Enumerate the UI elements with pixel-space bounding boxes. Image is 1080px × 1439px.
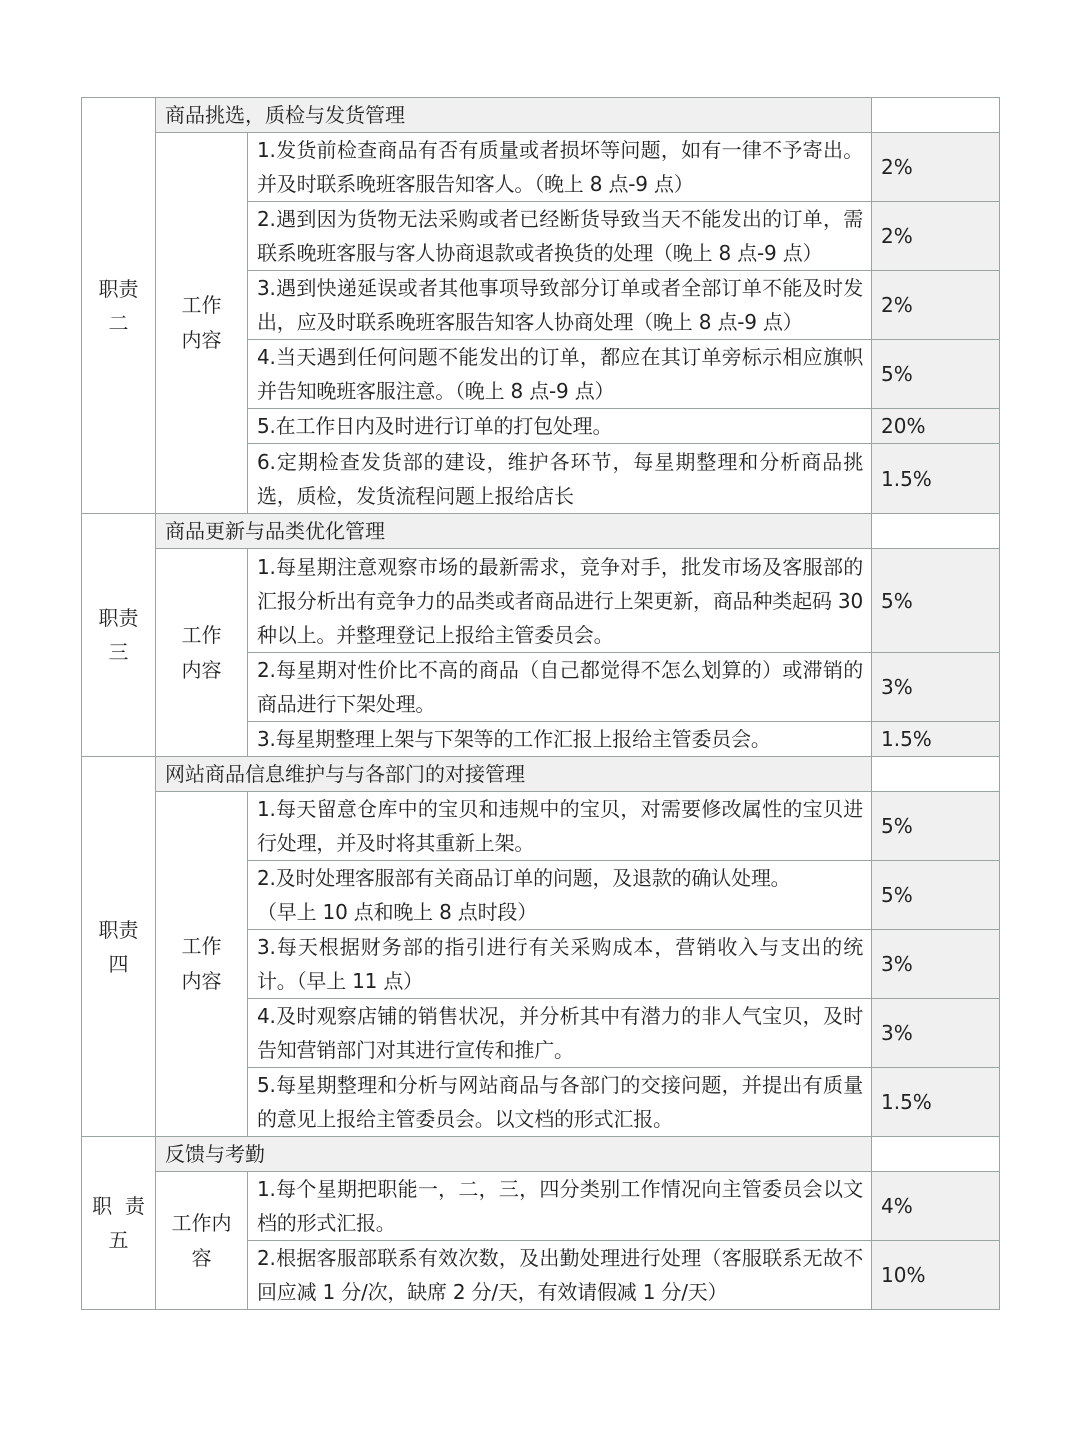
- item-percent: 10%: [872, 1241, 1000, 1310]
- item-percent: 3%: [872, 930, 1000, 999]
- item-percent: 1.5%: [872, 722, 1000, 757]
- item-text: 2.每星期对性价比不高的商品（自己都觉得不怎么划算的）或滞销的商品进行下架处理。: [248, 653, 872, 722]
- item-percent: 5%: [872, 549, 1000, 653]
- item-text: 6.定期检查发货部的建设，维护各环节，每星期整理和分析商品挑选，质检，发货流程问题上报给店长: [248, 444, 872, 514]
- responsibility-table-page: [81, 97, 999, 1310]
- work-content-label: 工作 内容: [156, 549, 248, 757]
- item-text: 5.每星期整理和分析与网站商品与各部门的交接问题，并提出有质量的意见上报给主管委员会。以文档的形式汇报。: [248, 1068, 872, 1137]
- section-header-row: [82, 98, 1000, 133]
- item-text: 2.遇到因为货物无法采购或者已经断货导致当天不能发出的订单，需联系晚班客服与客人协商退款或者换货的处理（晚上 8 点-9 点）: [248, 202, 872, 271]
- section-header-row: [82, 757, 1000, 792]
- section-title: 商品挑选，质检与发货管理: [156, 98, 872, 133]
- item-text: 4.及时观察店铺的销售状况，并分析其中有潜力的非人气宝贝，及时告知营销部门对其进行宣传和推广。: [248, 999, 872, 1068]
- item-percent: 5%: [872, 861, 1000, 930]
- table-row: [82, 792, 1000, 861]
- item-percent: 20%: [872, 409, 1000, 444]
- item-percent: 2%: [872, 133, 1000, 202]
- responsibility-table-body: [82, 98, 1000, 1310]
- item-percent: 3%: [872, 999, 1000, 1068]
- item-text: 5.在工作日内及时进行订单的打包处理。: [248, 409, 872, 444]
- item-text: 1.发货前检查商品有否有质量或者损坏等问题，如有一律不予寄出。并及时联系晚班客服告知客人。（晚上 8 点-9 点）: [248, 133, 872, 202]
- section-title-blank: [872, 98, 1000, 133]
- item-percent: 4%: [872, 1172, 1000, 1241]
- item-text: 3.遇到快递延误或者其他事项导致部分订单或者全部订单不能及时发出，应及时联系晚班客服告知客人协商处理（晚上 8 点-9 点）: [248, 271, 872, 340]
- item-percent: 5%: [872, 792, 1000, 861]
- item-text: 1.每个星期把职能一，二，三，四分类别工作情况向主管委员会以文档的形式汇报。: [248, 1172, 872, 1241]
- item-text: 2.根据客服部联系有效次数，及出勤处理进行处理（客服联系无故不回应减 1 分/次，缺席 2 分/天，有效请假减 1 分/天）: [248, 1241, 872, 1310]
- table-row: [82, 1172, 1000, 1241]
- table-row: [82, 549, 1000, 653]
- section-title: 网站商品信息维护与与各部门的对接管理: [156, 757, 872, 792]
- section-title-blank: [872, 514, 1000, 549]
- section-header-row: [82, 514, 1000, 549]
- section-header-row: [82, 1137, 1000, 1172]
- item-percent: 3%: [872, 653, 1000, 722]
- item-text: 1.每天留意仓库中的宝贝和违规中的宝贝，对需要修改属性的宝贝进行处理，并及时将其重新上架。: [248, 792, 872, 861]
- table-row: [82, 133, 1000, 202]
- item-text: 4.当天遇到任何问题不能发出的订单，都应在其订单旁标示相应旗帜并告知晚班客服注意。（晚上 8 点-9 点）: [248, 340, 872, 409]
- work-content-label: 工作 内容: [156, 792, 248, 1137]
- work-content-label: 工作内 容: [156, 1172, 248, 1310]
- section-title-blank: [872, 1137, 1000, 1172]
- duty-label: 职责 四: [82, 757, 156, 1137]
- item-percent: 1.5%: [872, 1068, 1000, 1137]
- duty-label: 职责 二: [82, 98, 156, 514]
- item-text: 2.及时处理客服部有关商品订单的问题，及退款的确认处理。 （早上 10 点和晚上 8 点时段）: [248, 861, 872, 930]
- responsibility-table: [81, 97, 1000, 1310]
- item-percent: 1.5%: [872, 444, 1000, 514]
- item-text: 1.每星期注意观察市场的最新需求，竞争对手，批发市场及客服部的汇报分析出有竞争力的品类或者商品进行上架更新，商品种类起码 30 种以上。并整理登记上报给主管委员会。: [248, 549, 872, 653]
- item-percent: 5%: [872, 340, 1000, 409]
- item-text: 3.每星期整理上架与下架等的工作汇报上报给主管委员会。: [248, 722, 872, 757]
- section-title-blank: [872, 757, 1000, 792]
- section-title: 反馈与考勤: [156, 1137, 872, 1172]
- section-title: 商品更新与品类优化管理: [156, 514, 872, 549]
- item-percent: 2%: [872, 271, 1000, 340]
- item-percent: 2%: [872, 202, 1000, 271]
- duty-label: 职 责 五: [82, 1137, 156, 1310]
- work-content-label: 工作 内容: [156, 133, 248, 514]
- item-text: 3.每天根据财务部的指引进行有关采购成本，营销收入与支出的统计。（早上 11 点）: [248, 930, 872, 999]
- duty-label: 职责 三: [82, 514, 156, 757]
